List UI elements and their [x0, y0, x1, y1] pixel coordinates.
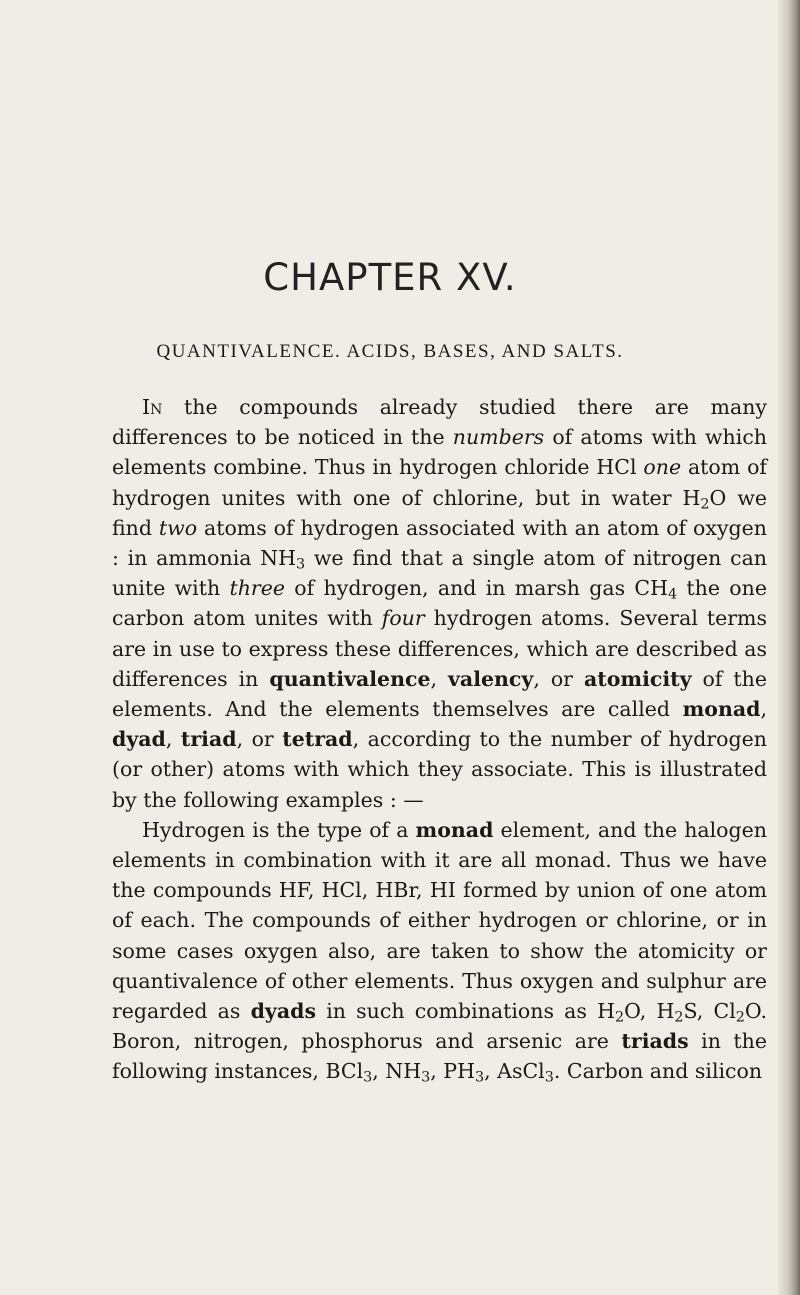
term: dyads — [250, 999, 316, 1024]
drop-word: In — [142, 395, 163, 419]
chapter-title: CHAPTER XV. — [263, 256, 517, 299]
subscript: 2 — [674, 1009, 684, 1026]
emphasis: four — [381, 606, 425, 631]
subscript: 2 — [615, 1009, 625, 1026]
term: triad — [180, 727, 237, 752]
subscript: 4 — [667, 586, 678, 603]
term: monad — [415, 817, 494, 842]
term: triads — [621, 1029, 689, 1054]
subscript: 2 — [735, 1009, 745, 1026]
text-run: , NH — [372, 1059, 422, 1084]
text-run: of hydrogen, and in marsh gas CH — [285, 576, 668, 601]
text-run: S, Cl — [683, 999, 736, 1024]
emphasis: one — [643, 455, 682, 480]
text-run: element, and the halogen elements in combination with it are all monad. Thus we have the compounds HF, HCl, HBr, HI formed by union of one atom of each. The compounds of either hydrogen or chlorine, or in some cases oxygen also, are taken to show the atomicity or quantivalence of other elements. Thus oxygen and sulphur are regarded as — [112, 817, 767, 1024]
text-run: the compounds already studied there are many differences to be noticed in the — [112, 395, 767, 450]
emphasis: two — [158, 515, 198, 540]
subscript: 3 — [474, 1070, 485, 1087]
text-run: . Carbon and silicon — [553, 1059, 763, 1084]
text-run: O, H — [624, 999, 675, 1024]
text-run: , or — [236, 727, 283, 752]
text-run: we find that a single atom of nitrogen can unite with — [112, 546, 767, 601]
text-run: atoms of hydrogen associated with an atom of oxygen : in ammonia NH — [112, 515, 767, 571]
text-run: , or — [533, 666, 584, 691]
term: monad — [682, 697, 761, 722]
emphasis: numbers — [452, 425, 545, 450]
text-run: in the following instances, BCl — [112, 1029, 767, 1084]
text-run: , — [430, 666, 448, 691]
subscript: 2 — [700, 496, 710, 513]
emphasis: three — [229, 576, 285, 601]
term: tetrad — [282, 727, 353, 752]
term: valency — [448, 666, 534, 691]
text-run: atom of hydrogen unites with one of chlorine, but in water H — [112, 455, 768, 510]
text-run: , — [760, 697, 767, 722]
text-run: of atoms with which elements combine. Thus in hydrogen chloride HCl — [112, 425, 767, 480]
text-run: O. Boron, nitrogen, phosphorus and arsenic are — [112, 999, 768, 1054]
subscript: 3 — [363, 1070, 373, 1087]
term: dyad — [112, 727, 166, 752]
text-run: the one carbon atom unites with — [112, 576, 767, 631]
page-edge-shadow — [778, 0, 800, 1295]
subscript: 3 — [421, 1070, 431, 1087]
text-run: in such combinations as H — [316, 999, 615, 1024]
subscript: 3 — [296, 556, 306, 573]
text-run: of the elements. And the elements themselves are called — [112, 666, 767, 722]
text-run: , AsCl — [484, 1059, 545, 1084]
text-run: , — [165, 727, 181, 752]
text-run: Hydrogen is the type of a — [142, 817, 416, 842]
term: atomicity — [583, 666, 692, 691]
paragraph-1 — [112, 392, 767, 815]
body-text — [112, 392, 767, 1087]
term: quantivalence — [269, 666, 431, 691]
paragraph-2 — [112, 815, 767, 1087]
text-run: O we find — [112, 485, 767, 540]
text-run: , according to the number of hydrogen (or other) atoms with which they associate. This is illustrated by the following examples : — — [112, 727, 767, 812]
text-run: hydrogen atoms. Several terms are in use to express these differences, which are described as differences in — [112, 606, 767, 691]
section-heading: QUANTIVALENCE. ACIDS, BASES, AND SALTS. — [156, 341, 624, 362]
subscript: 3 — [544, 1070, 554, 1087]
text-run: , PH — [430, 1059, 475, 1084]
